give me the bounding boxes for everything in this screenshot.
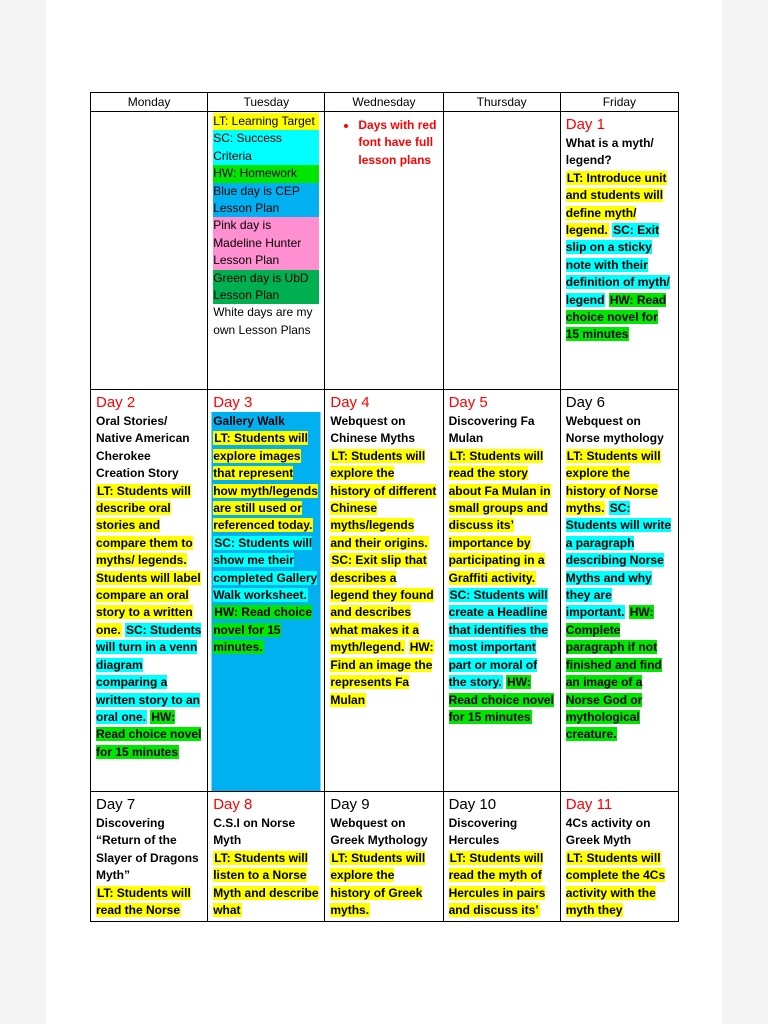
day-2-cell [91, 390, 208, 792]
legend-hw: HW: Homework [213, 165, 319, 182]
day-4-cell [325, 390, 443, 792]
day-11-label: Day 11 [565, 796, 613, 813]
day-6-label: Day 6 [565, 394, 605, 411]
day-2-homework: HW: Read choice novel for 15 minutes [96, 709, 202, 759]
day-2-title: Oral Stories/ Native American Cherokee Creation Story [96, 414, 190, 481]
day-7-cell [91, 792, 208, 922]
day-1-learning-target: LT: Introduce unit and students will define myth/ legend. [565, 170, 667, 238]
header-tuesday: Tuesday [208, 93, 325, 112]
day-10-learning-target: LT: Students will read the myth of Hercules in pairs and discuss its’ [448, 850, 546, 918]
cell-week1-monday [91, 112, 208, 390]
day-6-title: Webquest on Norse mythology [565, 414, 664, 446]
day-6-learning-target: LT: Students will explore the history of Norse myths. [565, 448, 661, 516]
day-5-learning-target: LT: Students will read the story about Fa Mulan in small groups and discuss its’ importance by participating in a Graffiti activity. [448, 448, 551, 585]
day-4-learning-target: LT: Students will explore the history of different Chinese myths/legends and their origins. [330, 448, 437, 550]
day-9-learning-target: LT: Students will explore the history of Greek myths. [330, 850, 426, 918]
day-5-label: Day 5 [448, 394, 488, 411]
day-5-success-criteria: SC: Students will create a Headline that identifies the most important part or moral of the story. [448, 588, 548, 690]
day-6-homework: HW: Complete paragraph if not finished and find an image of a Norse God or mythological creature. [565, 605, 662, 742]
day-9-cell [325, 792, 443, 922]
header-thursday: Thursday [443, 93, 560, 112]
day-2-success-criteria: SC: Students will turn in a venn diagram comparing a written story to an oral one. [96, 622, 202, 724]
day-2-learning-target: LT: Students will describe oral stories and compare them to myths/ legends. Students will label compare an oral story to a written one. [96, 483, 201, 637]
legend-green-day: Green day is UbD Lesson Plan [213, 270, 319, 305]
day-4-title: Webquest on Chinese Myths [330, 414, 416, 446]
legend-lt: LT: Learning Target [213, 113, 319, 130]
cell-week1-thursday [443, 112, 560, 390]
day-1-label: Day 1 [565, 116, 605, 133]
header-wednesday: Wednesday [325, 93, 443, 112]
day-8-learning-target: LT: Students will listen to a Norse Myth and describe what [213, 850, 319, 918]
day-5-homework: HW: Read choice novel for 15 minutes [448, 675, 554, 724]
day-5-title: Discovering Fa Mulan [448, 414, 535, 446]
day-6-success-criteria: SC: Students will write a paragraph describing Norse Myths and why they are important. [565, 501, 672, 620]
legend-note-list [330, 117, 437, 169]
week-row-1 [91, 112, 679, 390]
legend-red-note: • Days with red font have full lesson plans [358, 117, 437, 169]
legend-note-cell [325, 112, 443, 390]
day-9-title: Webquest on Greek Mythology [330, 816, 428, 848]
day-10-cell [443, 792, 560, 922]
legend-pink-day: Pink day is Madeline Hunter Lesson Plan [213, 217, 319, 269]
day-8-cell [208, 792, 325, 922]
legend-cell [208, 112, 325, 390]
day-1-homework: HW: Read choice novel for 15 minutes [565, 292, 667, 342]
day-4-success-criteria: SC: Exit slip that describes a legend they found and describes what makes it a myth/legend. [330, 553, 434, 655]
day-11-learning-target: LT: Students will complete the 4Cs activity with the myth they [565, 850, 666, 918]
week-row-2 [91, 390, 679, 792]
day-3-label: Day 3 [208, 390, 324, 412]
day-10-title: Discovering Hercules [448, 816, 518, 848]
day-6-cell [560, 390, 678, 792]
lesson-planner-table [90, 92, 679, 922]
day-3-success-criteria: SC: Students will show me their completed Gallery Walk worksheet. [213, 535, 318, 603]
day-1-title: What is a myth/ legend? [565, 136, 654, 168]
day-7-learning-target: LT: Students will read the Norse [96, 885, 191, 918]
header-monday: Monday [91, 93, 208, 112]
day-9-label: Day 9 [330, 796, 370, 813]
day-3-learning-target: LT: Students will explore images that represent how myth/legends are still used or referenced today. [213, 431, 318, 533]
day-4-homework: HW: Find an image the represents Fa Mulan [330, 640, 434, 707]
day-8-title: C.S.I on Norse Myth [213, 816, 296, 848]
header-row [91, 93, 679, 112]
day-5-cell [443, 390, 560, 792]
day-3-homework: HW: Read choice novel for 15 minutes. [213, 605, 312, 655]
day-7-title: Discovering “Return of the Slayer of Dragons Myth” [96, 816, 199, 883]
day-3-cell [208, 390, 325, 792]
day-11-cell [560, 792, 678, 922]
day-8-label: Day 8 [213, 796, 253, 813]
legend-blue-day: Blue day is CEP Lesson Plan [213, 183, 319, 218]
legend-white-day: White days are my own Lesson Plans [213, 305, 313, 337]
day-11-title: 4Cs activity on Greek Myth [565, 816, 651, 848]
day-4-label: Day 4 [330, 394, 370, 411]
week-row-3 [91, 792, 679, 922]
day-3-title: Gallery Walk [213, 413, 319, 430]
day-1-success-criteria: SC: Exit slip on a sticky note with their definition of myth/ legend [565, 223, 670, 307]
day-10-label: Day 10 [448, 796, 497, 813]
header-friday: Friday [560, 93, 678, 112]
day-2-label: Day 2 [96, 394, 136, 411]
day-7-label: Day 7 [96, 796, 136, 813]
day-1-cell [560, 112, 678, 390]
legend-sc: SC: Success Criteria [213, 130, 319, 165]
